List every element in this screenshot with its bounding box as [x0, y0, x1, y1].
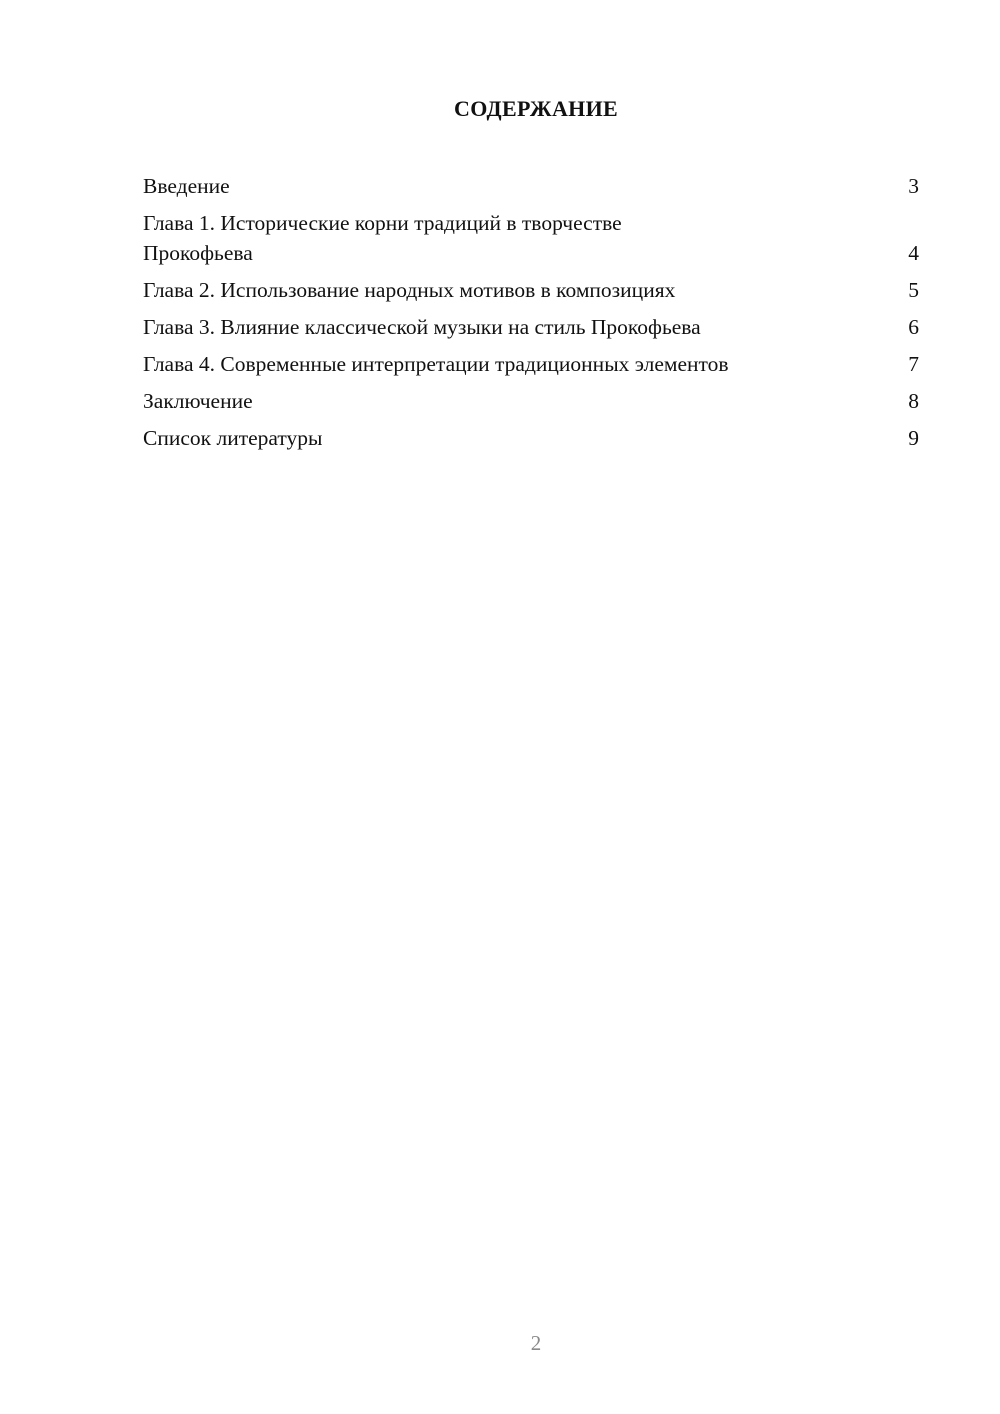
toc-entry-page: 8 [908, 389, 919, 413]
page-number: 2 [530, 1331, 542, 1355]
toc-entry-chapter-3 [143, 312, 919, 342]
toc-entry-label: Глава 4. Современные интерпретации традиционных элементов [143, 352, 729, 376]
toc-entry-page: 3 [908, 174, 919, 198]
toc-entry-chapter-1 [143, 208, 919, 268]
toc-entry-label: Глава 1. Исторические корни традиций в творчестве Прокофьева [143, 211, 622, 265]
table-of-contents [143, 171, 919, 460]
toc-entry-label: Глава 3. Влияние классической музыки на стиль Прокофьева [143, 315, 701, 339]
toc-entry-page: 4 [908, 241, 919, 265]
toc-entry-bibliography [143, 423, 919, 453]
toc-entry-chapter-2 [143, 275, 919, 305]
toc-entry-chapter-4 [143, 349, 919, 379]
toc-entry-label: Список литературы [143, 426, 323, 450]
toc-entry-conclusion [143, 386, 919, 416]
toc-entry-introduction [143, 171, 919, 201]
toc-entry-page: 6 [908, 315, 919, 339]
toc-entry-label: Заключение [143, 389, 253, 413]
page-title: СОДЕРЖАНИЕ [454, 96, 618, 121]
toc-entry-page: 5 [908, 278, 919, 302]
toc-entry-label: Глава 2. Использование народных мотивов в композициях [143, 278, 676, 302]
toc-entry-label: Введение [143, 174, 230, 198]
toc-entry-page: 7 [908, 352, 919, 376]
toc-entry-page: 9 [908, 426, 919, 450]
